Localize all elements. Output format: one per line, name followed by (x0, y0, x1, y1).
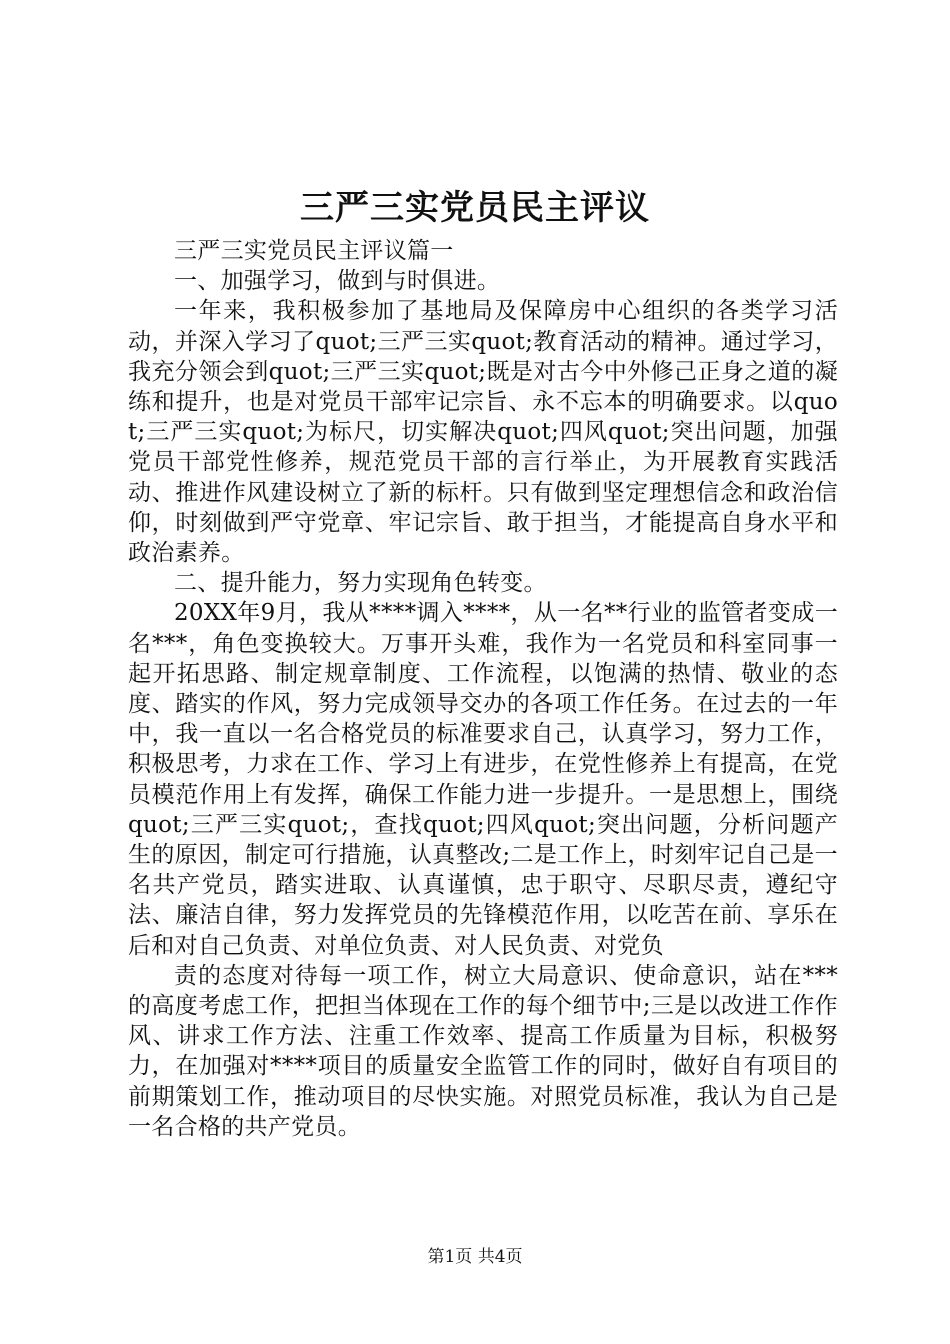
section-heading-part-one: 三严三实党员民主评议篇一 (174, 238, 454, 264)
paragraph-ability: 20XX年9月，我从****调入****，从一名**行业的监管者变成一名***，角色变换较大。万事开头难，我作为一名党员和科室同事一起开拓思路、制定规章制度、工作流程，以饱满的热情、敬业的态度、踏实的作风，努力完成领导交办的各项工作任务。在过去的一年中，我一直以一名合格党员的标准要求自己，认真学习，努力工作，积极思考，力求在工作、学习上有进步，在党性修养上有提高，在党员模范作用上有发挥，确保工作能力进一步提升。一是思想上，围绕quot;三严三实quot;，查找quot;四风quot;突出问题，分析问题产生的原因，制定可行措施，认真整改;二是工作上，时刻牢记自己是一名共产党员，踏实进取、认真谨慎，忠于职守、尽职尽责，遵纪守法、廉洁自律，努力发挥党员的先锋模范作用，以吃苦在前、享乐在后和对自己负责、对单位负责、对人民负责、对党负 (128, 600, 838, 959)
paragraph-attitude: 责的态度对待每一项工作，树立大局意识、使命意识，站在***的高度考虑工作，把担当体现在工作的每个细节中;三是以改进工作作风、讲求工作方法、注重工作效率、提高工作质量为目标，积极努力，在加强对****项目的质量安全监管工作的同时，做好自有项目的前期策划工作，推动项目的尽快实施。对照党员标准，我认为自己是一名合格的共产党员。 (128, 962, 838, 1140)
paragraph-study: 一年来，我积极参加了基地局及保障房中心组织的各类学习活动，并深入学习了quot;三严三实quot;教育活动的精神。通过学习，我充分领会到quot;三严三实quot;既是对古今中外修己正身之道的凝练和提升，也是对党员干部牢记宗旨、永不忘本的明确要求。以quot;三严三实quot;为标尺，切实解决quot;四风quot;突出问题，加强党员干部党性修养，规范党员干部的言行举止，为开展教育实践活动、推进作风建设树立了新的标杆。只有做到坚定理想信念和政治信仰，时刻做到严守党章、牢记宗旨、敢于担当，才能提高自身水平和政治素养。 (128, 298, 838, 567)
document-body (128, 236, 838, 1142)
section-heading-study: 一、加强学习，做到与时俱进。 (174, 268, 501, 295)
document-title: 三严三实党员民主评议 (300, 188, 650, 228)
section-heading-ability: 二、提升能力，努力实现角色转变。 (174, 570, 547, 597)
page-footer: 第1页 共4页 (427, 1247, 523, 1267)
